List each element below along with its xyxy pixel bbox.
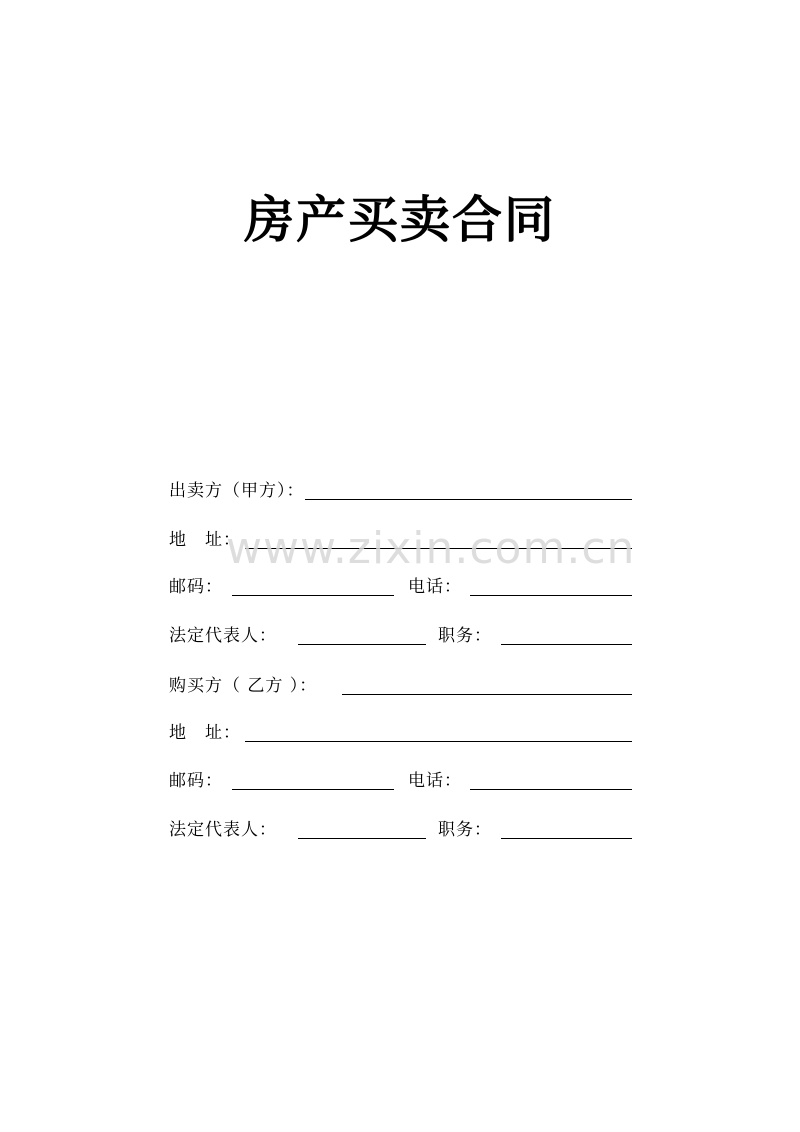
seller-phone-label: 电话： <box>408 577 462 597</box>
seller-address-row <box>169 527 632 551</box>
seller-legal-rep-field[interactable] <box>298 625 426 645</box>
buyer-party-label: 购买方（ 乙方 ）： <box>169 676 318 696</box>
buyer-phone-field[interactable] <box>470 770 632 790</box>
seller-party-row <box>169 478 632 502</box>
buyer-phone-label: 电话： <box>408 771 462 791</box>
buyer-party-field[interactable] <box>342 675 632 695</box>
seller-postcode-label: 邮码： <box>169 577 223 597</box>
buyer-address-field[interactable] <box>245 722 632 742</box>
seller-rep-row <box>169 623 632 647</box>
seller-position-label: 职务： <box>438 626 492 646</box>
document-title: 房产买卖合同 <box>244 191 556 249</box>
seller-phone-field[interactable] <box>470 576 632 596</box>
buyer-position-field[interactable] <box>501 819 632 839</box>
buyer-rep-row <box>169 817 632 841</box>
buyer-legal-rep-field[interactable] <box>298 819 426 839</box>
seller-legal-rep-label: 法定代表人： <box>169 626 277 646</box>
buyer-address-row <box>169 720 632 744</box>
seller-address-field[interactable] <box>245 529 632 549</box>
buyer-address-label: 地 址： <box>169 723 241 743</box>
buyer-postcode-label: 邮码： <box>169 771 223 791</box>
buyer-party-row <box>169 673 632 697</box>
seller-position-field[interactable] <box>501 625 632 645</box>
buyer-postcode-field[interactable] <box>232 770 394 790</box>
seller-contact-row <box>169 574 632 598</box>
seller-address-label: 地 址： <box>169 530 241 550</box>
buyer-contact-row <box>169 768 632 792</box>
seller-party-field[interactable] <box>305 480 633 500</box>
buyer-legal-rep-label: 法定代表人： <box>169 820 277 840</box>
seller-postcode-field[interactable] <box>232 576 394 596</box>
seller-party-label: 出卖方（甲方）： <box>169 481 305 501</box>
watermark-text: www.zixin.com.cn <box>226 523 636 574</box>
buyer-position-label: 职务： <box>438 820 492 840</box>
